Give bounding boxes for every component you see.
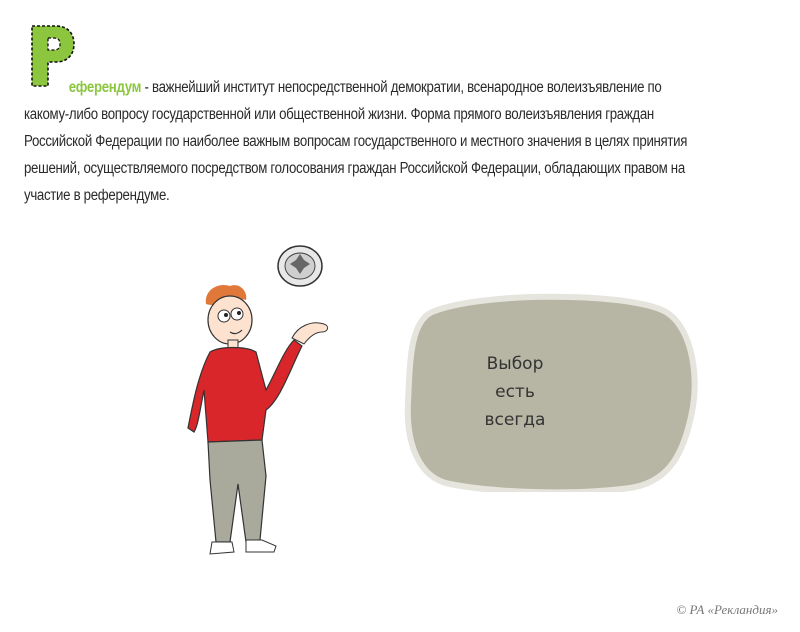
- definition-line-3: Российской Федерации по наиболее важным вопросам государственного и местного значения в целях принятия: [24, 133, 688, 150]
- coin-emblem-icon: [278, 246, 322, 286]
- speech-line-3: всегда: [484, 410, 546, 430]
- speech-line-2: есть: [495, 382, 535, 402]
- definition-line-4: решений, осуществляемого посредством голосования граждан Российской Федерации, обладающих правом на: [24, 160, 685, 177]
- term-referendum: еферендум: [68, 79, 142, 96]
- speech-bubble-text: [455, 350, 575, 434]
- speech-line-1: Выбор: [486, 354, 544, 374]
- definition-line-5: участие в референдуме.: [24, 187, 170, 204]
- boy-tossing-coin-illustration: [180, 240, 380, 570]
- definition-line-1: еферендум - важнейший институт непосредственной демократии, всенародное волеизъявление по: [68, 79, 662, 96]
- copyright-notice: © РА «Рекландия»: [676, 602, 778, 617]
- definition-line-2: какому-либо вопросу государственной или общественной жизни. Форма прямого волеизъявления граждан: [24, 106, 654, 123]
- definition-text: [24, 74, 781, 209]
